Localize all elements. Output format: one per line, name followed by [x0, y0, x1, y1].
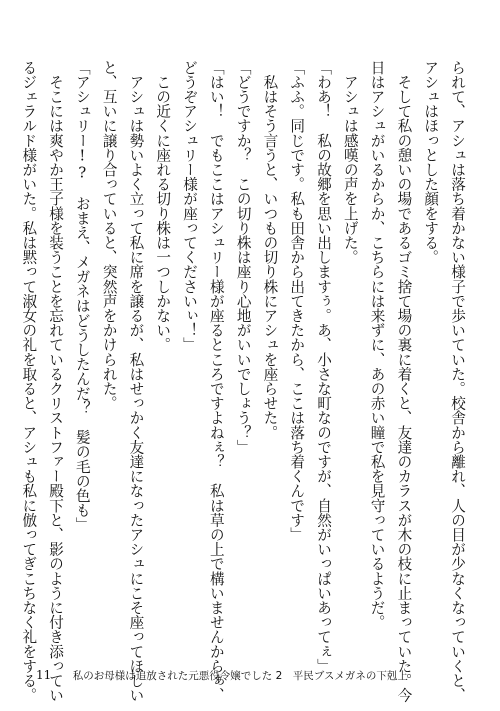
text-line: と、互いに譲り合っていると、突然声をかけられた。 [100, 60, 118, 411]
text-line: 私はそう言うと、いつもの切り株にアシュを座らせた。 [261, 60, 279, 440]
text-line: 「はい！ でもここはアシュリー様が座るところですよねぇ？ 私は草の上で構いませんからぁ、 [207, 60, 225, 703]
text-line: そして私の憩いの場であるゴミ捨て場の裏に着くと、友達のカラスが木の枝に止まっていた。今 [395, 60, 413, 703]
page-number: 11 [36, 668, 52, 682]
text-line: そこには爽やか王子様を装うことを忘れているクリストファー殿下と、影のように付き添ってい [47, 60, 65, 703]
text-line: アシュは感嘆の声を上げた。 [341, 60, 359, 265]
text-line: アシュは勢いよく立って私に席を譲るが、私はせっかく友達になったアシュにこそ座ってほしい [127, 60, 145, 703]
text-line: 日はアシュがいるからか、こちらには来ずに、あの赤い瞳で私を見守っているようだ。 [368, 60, 386, 630]
text-line: 「どうですか？ この切り株は座り心地がいいでしょう？」 [234, 60, 252, 455]
text-line: 「ふふ。同じです。私も田舎から出てきたから、ここは落ち着くんです」 [288, 60, 306, 542]
text-line: この近くに座れる切り株は一つしかない。 [154, 60, 172, 352]
running-title: 私のお母様は追放された元悪役令嬢でした 2 平民ブスメガネの下剋上 [72, 670, 408, 682]
text-line: アシュはほっとした顔をする。 [422, 60, 440, 265]
text-line: 「アシュリー!? おまえ、メガネはどうしたんだ？ 髪の毛の色も」 [73, 60, 91, 532]
text-line: どうぞアシュリー様が座ってくださいぃ！」 [181, 60, 199, 352]
text-line: られて、アシュは落ち着かない様子で歩いていた。校舎から離れ、人の目が少なくなっていくと、 [449, 60, 466, 703]
page-footer [36, 665, 408, 685]
text-line: るジェラルド様がいた。私は黙って淑女の礼を取ると、アシュも私に倣ってぎこちなく礼をする。 [20, 60, 38, 703]
text-line: 「わあ！ 私の故郷を思い出しますぅ。あ、小さな町なのですが、自然がいっぱいあってぇ」 [315, 60, 333, 674]
